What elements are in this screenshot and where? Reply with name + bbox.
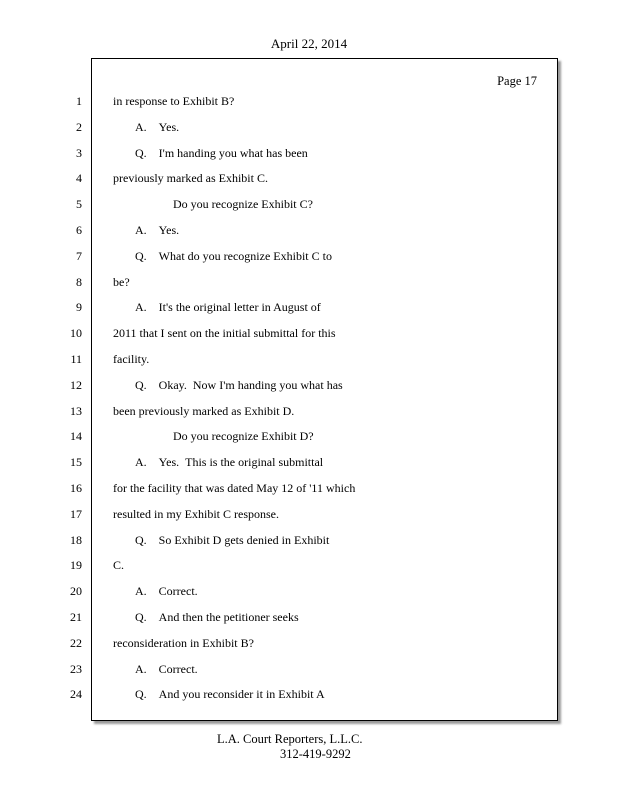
line-number: 7 [76, 249, 82, 263]
line-number: 16 [70, 481, 82, 495]
line-number: 6 [76, 223, 82, 237]
line-number: 19 [70, 558, 82, 572]
page-number: Page 17 [497, 74, 537, 88]
line-number: 10 [70, 326, 82, 340]
transcript-line: C. [113, 558, 125, 572]
transcript-line: previously marked as Exhibit C. [113, 171, 268, 185]
transcript-line: Do you recognize Exhibit C? [173, 197, 313, 211]
line-number: 24 [70, 687, 82, 701]
transcript-line: Q. And then the petitioner seeks [135, 610, 299, 624]
transcript-line: 2011 that I sent on the initial submittal for this [113, 326, 336, 340]
line-number: 12 [70, 378, 82, 392]
line-number: 9 [76, 300, 82, 314]
line-number: 22 [70, 636, 82, 650]
transcript-line: A. It's the original letter in August of [135, 300, 321, 314]
transcript-line: A. Yes. This is the original submittal [135, 455, 324, 469]
transcript-line: A. Yes. [135, 120, 180, 134]
line-number: 17 [70, 507, 82, 521]
transcript-line: been previously marked as Exhibit D. [113, 404, 295, 418]
line-number: 23 [70, 662, 82, 676]
line-number: 11 [70, 352, 82, 366]
transcript-line: resulted in my Exhibit C response. [113, 507, 279, 521]
transcript-line: A. Correct. [135, 662, 198, 676]
transcript-line: A. Correct. [135, 584, 198, 598]
transcript-line: Q. So Exhibit D gets denied in Exhibit [135, 533, 330, 547]
line-number: 2 [76, 120, 82, 134]
transcript-line: Q. And you reconsider it in Exhibit A [135, 687, 325, 701]
footer-phone: 312-419-9292 [280, 747, 351, 761]
footer-company: L.A. Court Reporters, L.L.C. [217, 732, 363, 746]
header-date: April 22, 2014 [270, 36, 348, 51]
transcript-line: Q. Okay. Now I'm handing you what has [135, 378, 343, 392]
line-number: 15 [70, 455, 82, 469]
line-number: 1 [76, 94, 82, 108]
transcript-line: reconsideration in Exhibit B? [113, 636, 254, 650]
line-number: 5 [76, 197, 82, 211]
line-number: 13 [70, 404, 82, 418]
transcript-line: in response to Exhibit B? [113, 94, 235, 108]
transcript-line: be? [113, 275, 130, 289]
line-number: 4 [76, 171, 82, 185]
transcript-line: for the facility that was dated May 12 of '11 which [113, 481, 356, 495]
line-number: 21 [70, 610, 82, 624]
transcript-line: Do you recognize Exhibit D? [173, 429, 314, 443]
line-number: 14 [70, 429, 82, 443]
transcript-line: Q. What do you recognize Exhibit C to [135, 249, 332, 263]
line-number: 18 [70, 533, 82, 547]
line-number: 20 [70, 584, 82, 598]
transcript-line: Q. I'm handing you what has been [135, 146, 308, 160]
line-number: 8 [76, 275, 82, 289]
transcript-line: A. Yes. [135, 223, 180, 237]
transcript-line: facility. [113, 352, 150, 366]
line-number: 3 [76, 146, 82, 160]
